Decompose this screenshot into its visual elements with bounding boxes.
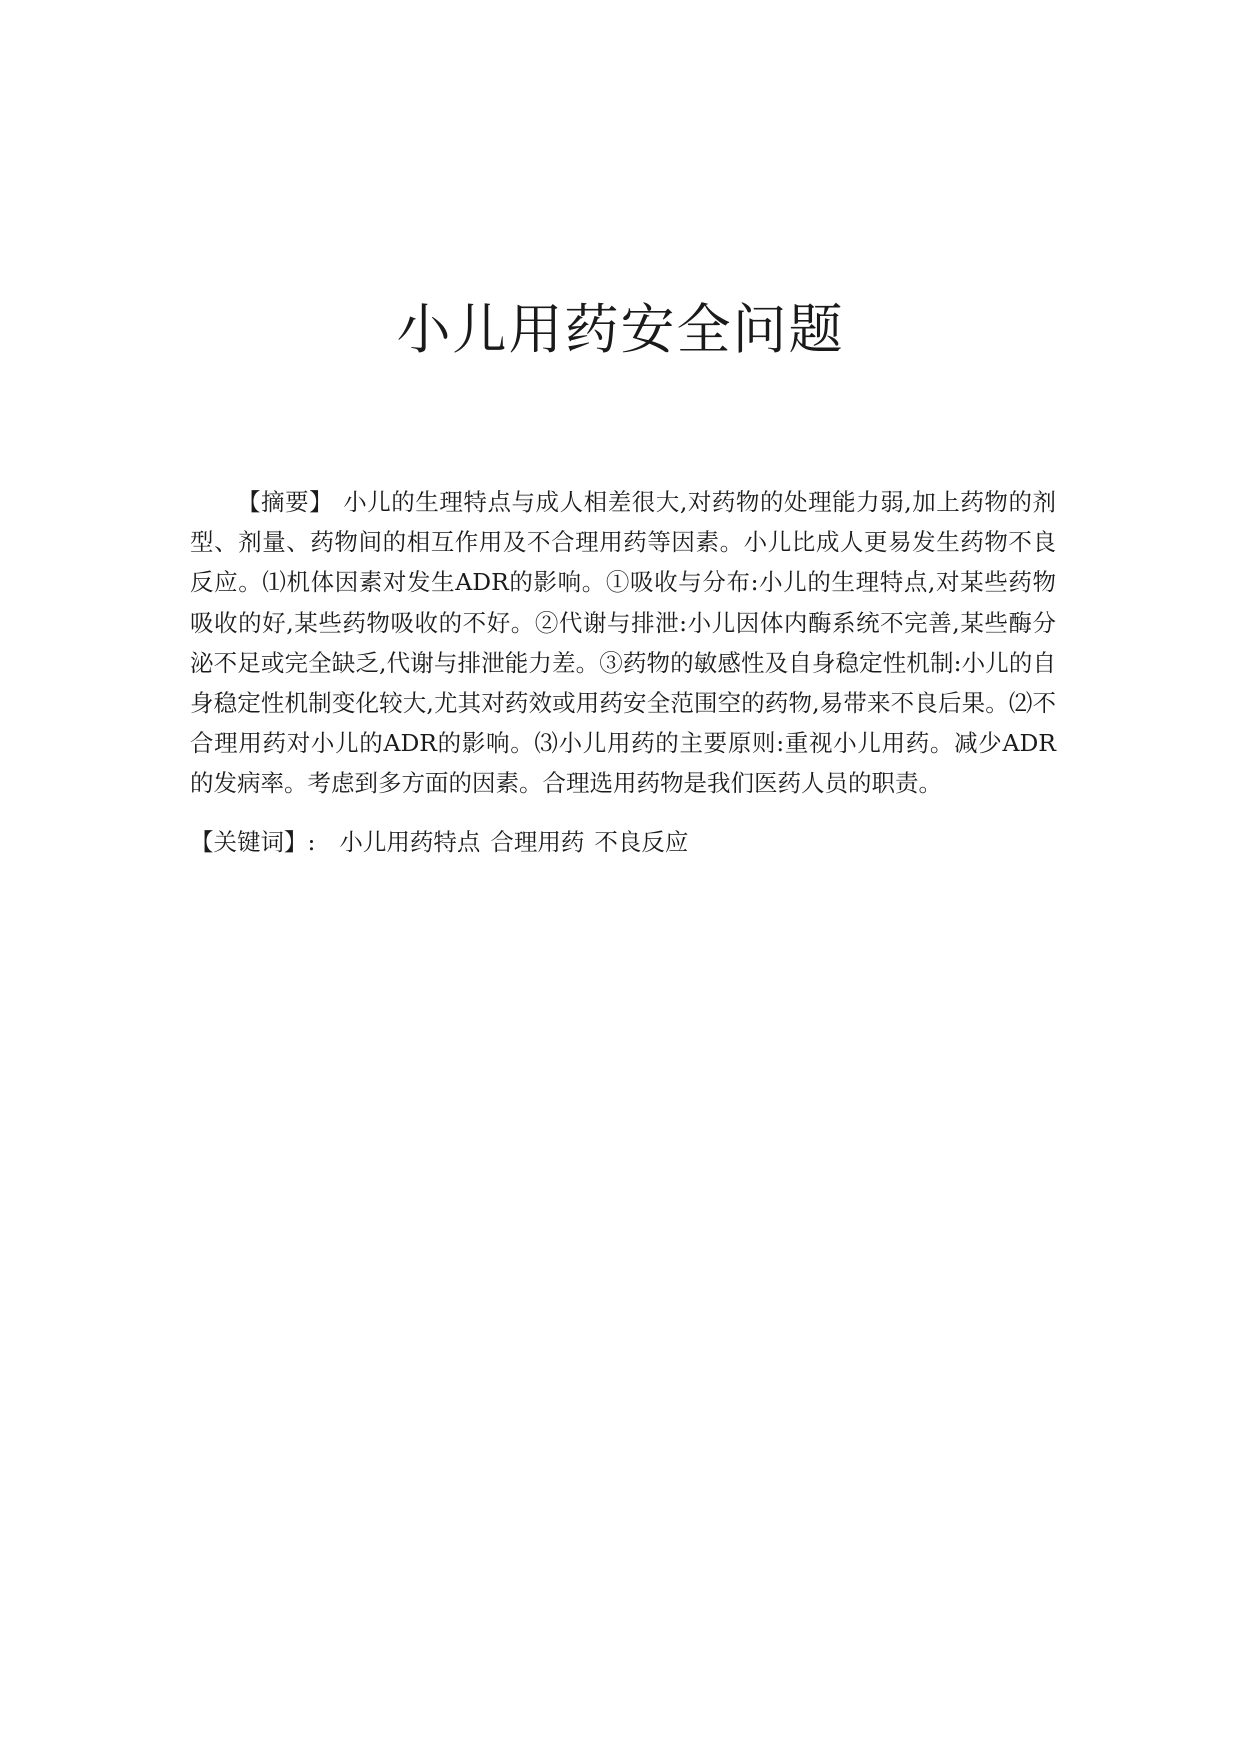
abstract-paragraph <box>190 482 1056 804</box>
keywords-line <box>190 822 1056 862</box>
keyword-item: 不良反应 <box>594 828 689 856</box>
keywords-label: 【关键词】: <box>190 828 316 856</box>
abstract-label: 【摘要】 <box>237 488 334 516</box>
keyword-item: 小儿用药特点 <box>339 828 481 856</box>
document-title: 小儿用药安全问题 <box>396 298 845 361</box>
abstract-text: 小儿的生理特点与成人相差很大,对药物的处理能力弱,加上药物的剂型、剂量、药物间的相互作用及不合理用药等因素。小儿比成人更易发生药物不良反应。⑴机体因素对发生ADR的影响。①吸收与分布:小儿的生理特点,对某些药物吸收的好,某些药物吸收的不好。②代谢与排泄:小儿因体内酶系统不完善,某些酶分泌不足或完全缺乏,代谢与排泄能力差。③药物的敏感性及自身稳定性机制:小儿的自身稳定性机制变化较大,尤其对药效或用药安全范围空的药物,易带来不良后果。⑵不合理用药对小儿的ADR的影响。⑶小儿用药的主要原则:重视小儿用药。减少ADR的发病率。考虑到多方面的因素。合理选用药物是我们医药人员的职责。 <box>190 488 1056 798</box>
keyword-item: 合理用药 <box>490 828 585 856</box>
